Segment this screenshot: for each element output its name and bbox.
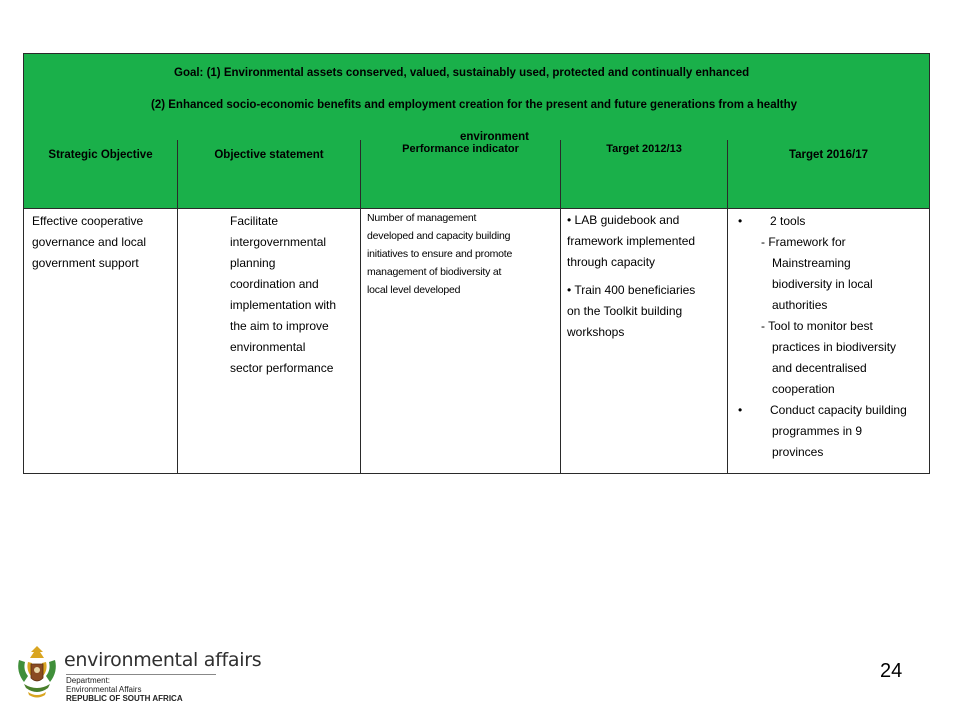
table-row: [24, 208, 929, 473]
goal-line-2: (2) Enhanced socio-economic benefits and employment creation for the present and future generations from a healthy: [151, 99, 798, 111]
text-line: Conduct capacity building: [770, 403, 907, 417]
department-name: [66, 676, 183, 703]
bullet-icon: •: [738, 403, 743, 417]
text-line: sector performance: [230, 361, 334, 375]
text-line: on the Toolkit building: [567, 304, 683, 318]
text-line: governance and local: [32, 235, 147, 249]
text-line: and decentralised: [772, 361, 867, 375]
list-item: [734, 211, 925, 232]
goal-line-1: Goal: (1) Environmental assets conserved, valued, sustainably used, protected and continually enhanced: [174, 67, 750, 79]
page-number: 24: [880, 660, 903, 682]
text-line: local level developed: [367, 284, 461, 296]
text-line: Train 400 beneficiaries: [574, 283, 696, 297]
sub-item-dash: - Tool to monitor best: [761, 319, 873, 333]
strategic-objectives-table: [23, 53, 930, 474]
bullet-icon: •: [567, 283, 572, 297]
text-line: coordination and: [230, 277, 319, 291]
coat-of-arms-icon: [14, 642, 60, 704]
header-performance-indicator: Performance indicator: [361, 140, 561, 208]
logo-wordmark: environmental affairs: [64, 649, 262, 671]
text-line: practices in biodiversity: [772, 340, 897, 354]
bullet-icon: •: [567, 213, 572, 227]
list-item: [567, 210, 723, 273]
text-line: initiatives to ensure and promote: [367, 248, 513, 260]
text-line: cooperation: [772, 382, 835, 396]
text-line: government support: [32, 256, 139, 270]
goal-header: [24, 54, 929, 143]
cell-strategic-objective: [24, 209, 178, 473]
text-line: management of biodiversity at: [367, 266, 502, 278]
cell-target-2016: [728, 209, 929, 473]
text-line: biodiversity in local: [772, 277, 873, 291]
header-objective-statement: Objective statement: [178, 140, 361, 208]
cell-target-2012: [561, 209, 728, 473]
dept-line: Department:: [66, 676, 111, 685]
text-line: intergovernmental: [230, 235, 327, 249]
bullet-icon: •: [738, 214, 743, 228]
list-item: [567, 280, 723, 343]
header-target-2012: Target 2012/13: [561, 140, 728, 208]
text-line: Effective cooperative: [32, 214, 144, 228]
text-line: Facilitate: [230, 214, 279, 228]
dept-line: Environmental Affairs: [66, 685, 142, 694]
text-line: workshops: [567, 325, 625, 339]
text-line: through capacity: [567, 255, 656, 269]
text-line: 2 tools: [770, 214, 806, 228]
department-logo: [14, 642, 262, 704]
text-line: programmes in 9: [772, 424, 863, 438]
text-line: authorities: [772, 298, 828, 312]
list-item: [734, 400, 925, 421]
column-header-row: [24, 140, 929, 208]
text-line: LAB guidebook and: [574, 213, 680, 227]
text-line: provinces: [772, 445, 824, 459]
text-line: the aim to improve: [230, 319, 329, 333]
header-target-2016: Target 2016/17: [788, 149, 869, 161]
cell-performance-indicator: [361, 209, 561, 473]
goal-line-3: environment: [460, 131, 530, 143]
text-line: Number of management: [367, 212, 477, 224]
text-line: environmental: [230, 340, 306, 354]
cell-objective-statement: [178, 209, 361, 473]
text-line: developed and capacity building: [367, 230, 511, 242]
sub-item-dash: - Framework for: [761, 235, 846, 249]
header-strategic-objective: Strategic Objective: [24, 140, 178, 208]
dept-line: REPUBLIC OF SOUTH AFRICA: [66, 694, 183, 703]
text-line: Mainstreaming: [772, 256, 851, 270]
text-line: implementation with: [230, 298, 337, 312]
logo-divider: [66, 674, 216, 675]
text-line: framework implemented: [567, 234, 696, 248]
text-line: planning: [230, 256, 276, 270]
